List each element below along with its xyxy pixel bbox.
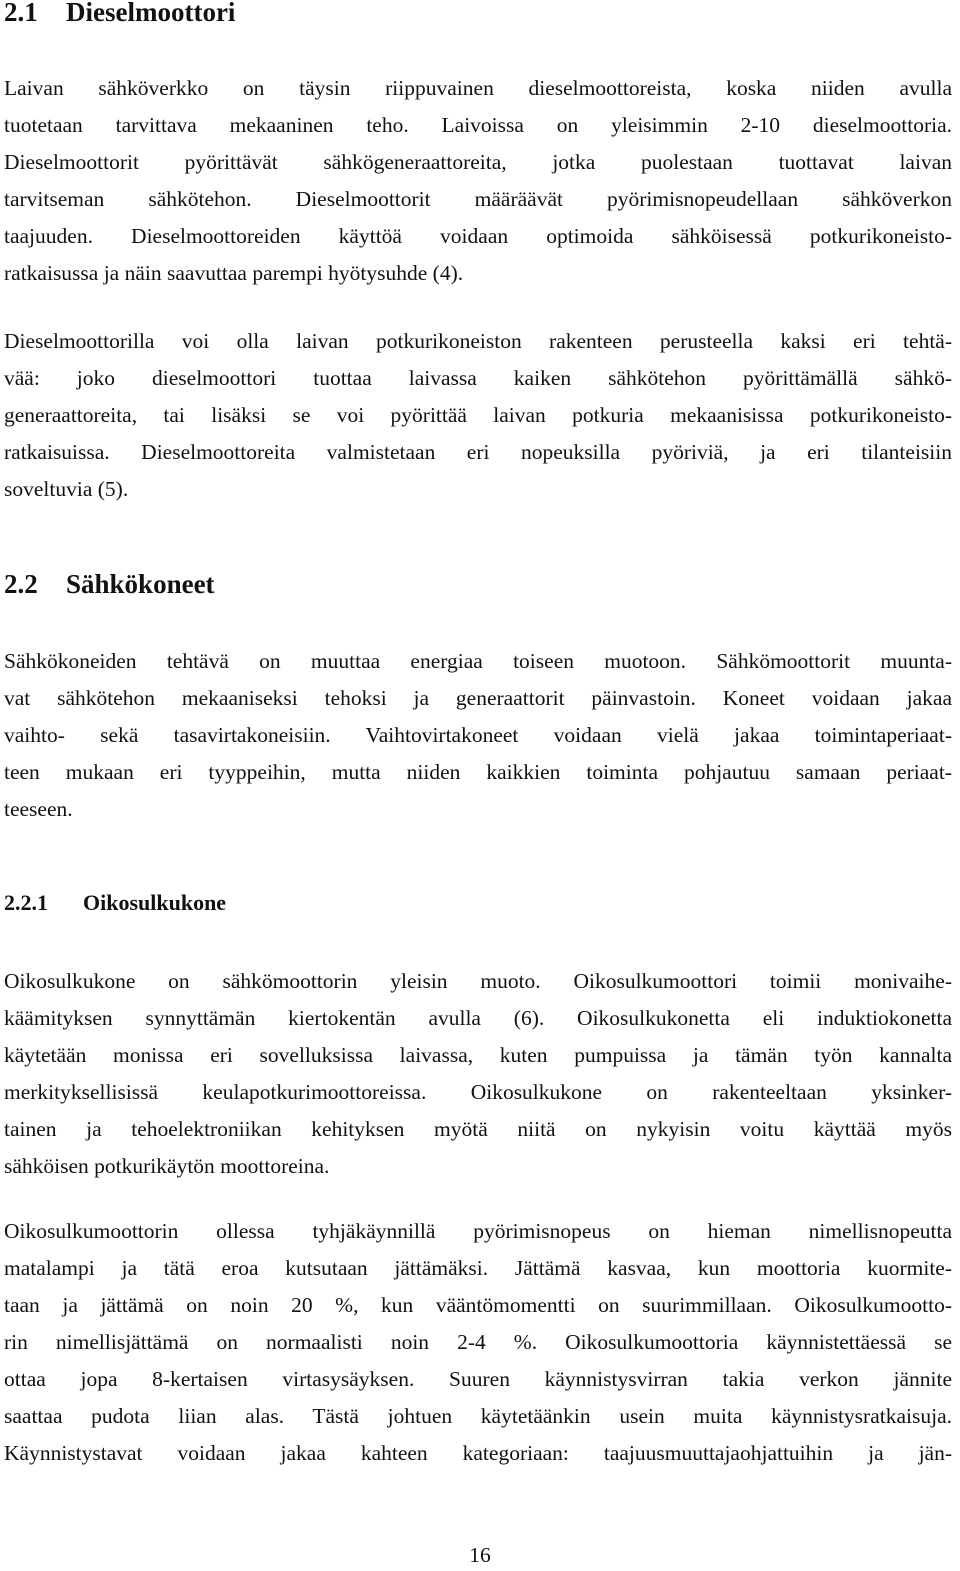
text-line: Käynnistystavat voidaan jakaa kahteen kategoriaan: taajuusmuuttajaohjattuihin ja jän-	[4, 1441, 952, 1465]
text-line: ottaa jopa 8-kertaisen virtasysäyksen. Suuren käynnistysvirran takia verkon jännite	[4, 1367, 952, 1391]
text-line: tarvitseman sähkötehon. Dieselmoottorit määräävät pyörimisnopeudellaan sähköverkon	[4, 187, 952, 211]
paragraph-induction-1	[4, 963, 952, 1185]
section-title: Sähkökoneet	[66, 569, 215, 599]
section-title: Oikosulkukone	[83, 890, 227, 915]
text-line: tuotetaan tarvittava mekaaninen teho. Laivoissa on yleisimmin 2-10 dieselmoottoria.	[4, 113, 952, 137]
text-line: ratkaisuissa. Dieselmoottoreita valmistetaan eri nopeuksilla pyöriviä, ja eri tilanteisiin	[4, 440, 952, 464]
page-number: 16	[469, 1543, 491, 1567]
text-line: Oikosulkumoottorin ollessa tyhjäkäynnillä pyörimisnopeus on hieman nimellisnopeutta	[4, 1219, 952, 1243]
text-line: vat sähkötehon mekaaniseksi tehoksi ja generaattorit päinvastoin. Koneet voidaan jakaa	[4, 686, 952, 710]
paragraph-induction-2	[4, 1213, 952, 1472]
section-number: 2.1	[4, 0, 38, 27]
text-line: merkityksellisissä keulapotkurimoottoreissa. Oikosulkukone on rakenteeltaan yksinker-	[4, 1080, 952, 1104]
text-line: matalampi ja tätä eroa kutsutaan jättämäksi. Jättämä kasvaa, kun moottoria kuormite-	[4, 1256, 952, 1280]
paragraph-diesel-2	[4, 323, 952, 508]
text-line: Oikosulkukone on sähkömoottorin yleisin muoto. Oikosulkumoottori toimii monivaihe-	[4, 969, 952, 993]
text-line: vää: joko dieselmoottori tuottaa laivassa kaiken sähkötehon pyörittämällä sähkö-	[4, 366, 952, 390]
text-line: Dieselmoottorit pyörittävät sähkögeneraattoreita, jotka puolestaan tuottavat laivan	[4, 150, 952, 174]
text-line: ratkaisussa ja näin saavuttaa parempi hyötysuhde (4).	[4, 261, 464, 285]
text-line: saattaa pudota liian alas. Tästä johtuen käytetäänkin usein muita käynnistysratkaisuja.	[4, 1404, 952, 1428]
text-line: Laivan sähköverkko on täysin riippuvainen dieselmoottoreista, koska niiden avulla	[4, 76, 952, 100]
text-line: rin nimellisjättämä on normaalisti noin 2-4 %. Oikosulkumoottoria käynnistettäessä se	[4, 1330, 952, 1354]
text-line: tainen ja tehoelektroniikan kehityksen myötä niitä on nykyisin voitu käyttää myös	[4, 1117, 952, 1141]
section-heading-2-2	[4, 566, 215, 602]
paragraph-diesel-1	[4, 70, 952, 292]
text-line: teen mukaan eri tyyppeihin, mutta niiden kaikkien toiminta pohjautuu samaan periaat-	[4, 760, 952, 784]
text-line: käämityksen synnyttämän kiertokentän avulla (6). Oikosulkukonetta eli induktiokonetta	[4, 1006, 952, 1030]
section-heading-2-2-1	[4, 888, 226, 918]
paragraph-machines	[4, 643, 952, 828]
text-line: taajuuden. Dieselmoottoreiden käyttöä voidaan optimoida sähköisessä potkurikoneisto-	[4, 224, 952, 248]
text-line: soveltuvia (5).	[4, 477, 129, 501]
text-line: generaattoreita, tai lisäksi se voi pyörittää laivan potkuria mekaanisissa potkurikoneisto-	[4, 403, 952, 427]
text-line: taan ja jättämä on noin 20 %, kun vääntömomentti on suurimmillaan. Oikosulkumootto-	[4, 1293, 952, 1317]
text-line: käytetään monissa eri sovelluksissa laivassa, kuten pumpuissa ja tämän työn kannalta	[4, 1043, 952, 1067]
section-heading-2-1	[4, 0, 235, 30]
text-line: Sähkökoneiden tehtävä on muuttaa energiaa toiseen muotoon. Sähkömoottorit muunta-	[4, 649, 952, 673]
section-number: 2.2	[4, 569, 38, 599]
text-line: sähköisen potkurikäytön moottoreina.	[4, 1154, 330, 1178]
text-line: Dieselmoottorilla voi olla laivan potkurikoneiston rakenteen perusteella kaksi eri tehtä-	[4, 329, 952, 353]
text-line: vaihto- sekä tasavirtakoneisiin. Vaihtovirtakoneet voidaan vielä jakaa toimintaperiaat-	[4, 723, 952, 747]
section-title: Dieselmoottori	[66, 0, 236, 27]
section-number: 2.2.1	[4, 890, 48, 915]
text-line: teeseen.	[4, 797, 73, 821]
